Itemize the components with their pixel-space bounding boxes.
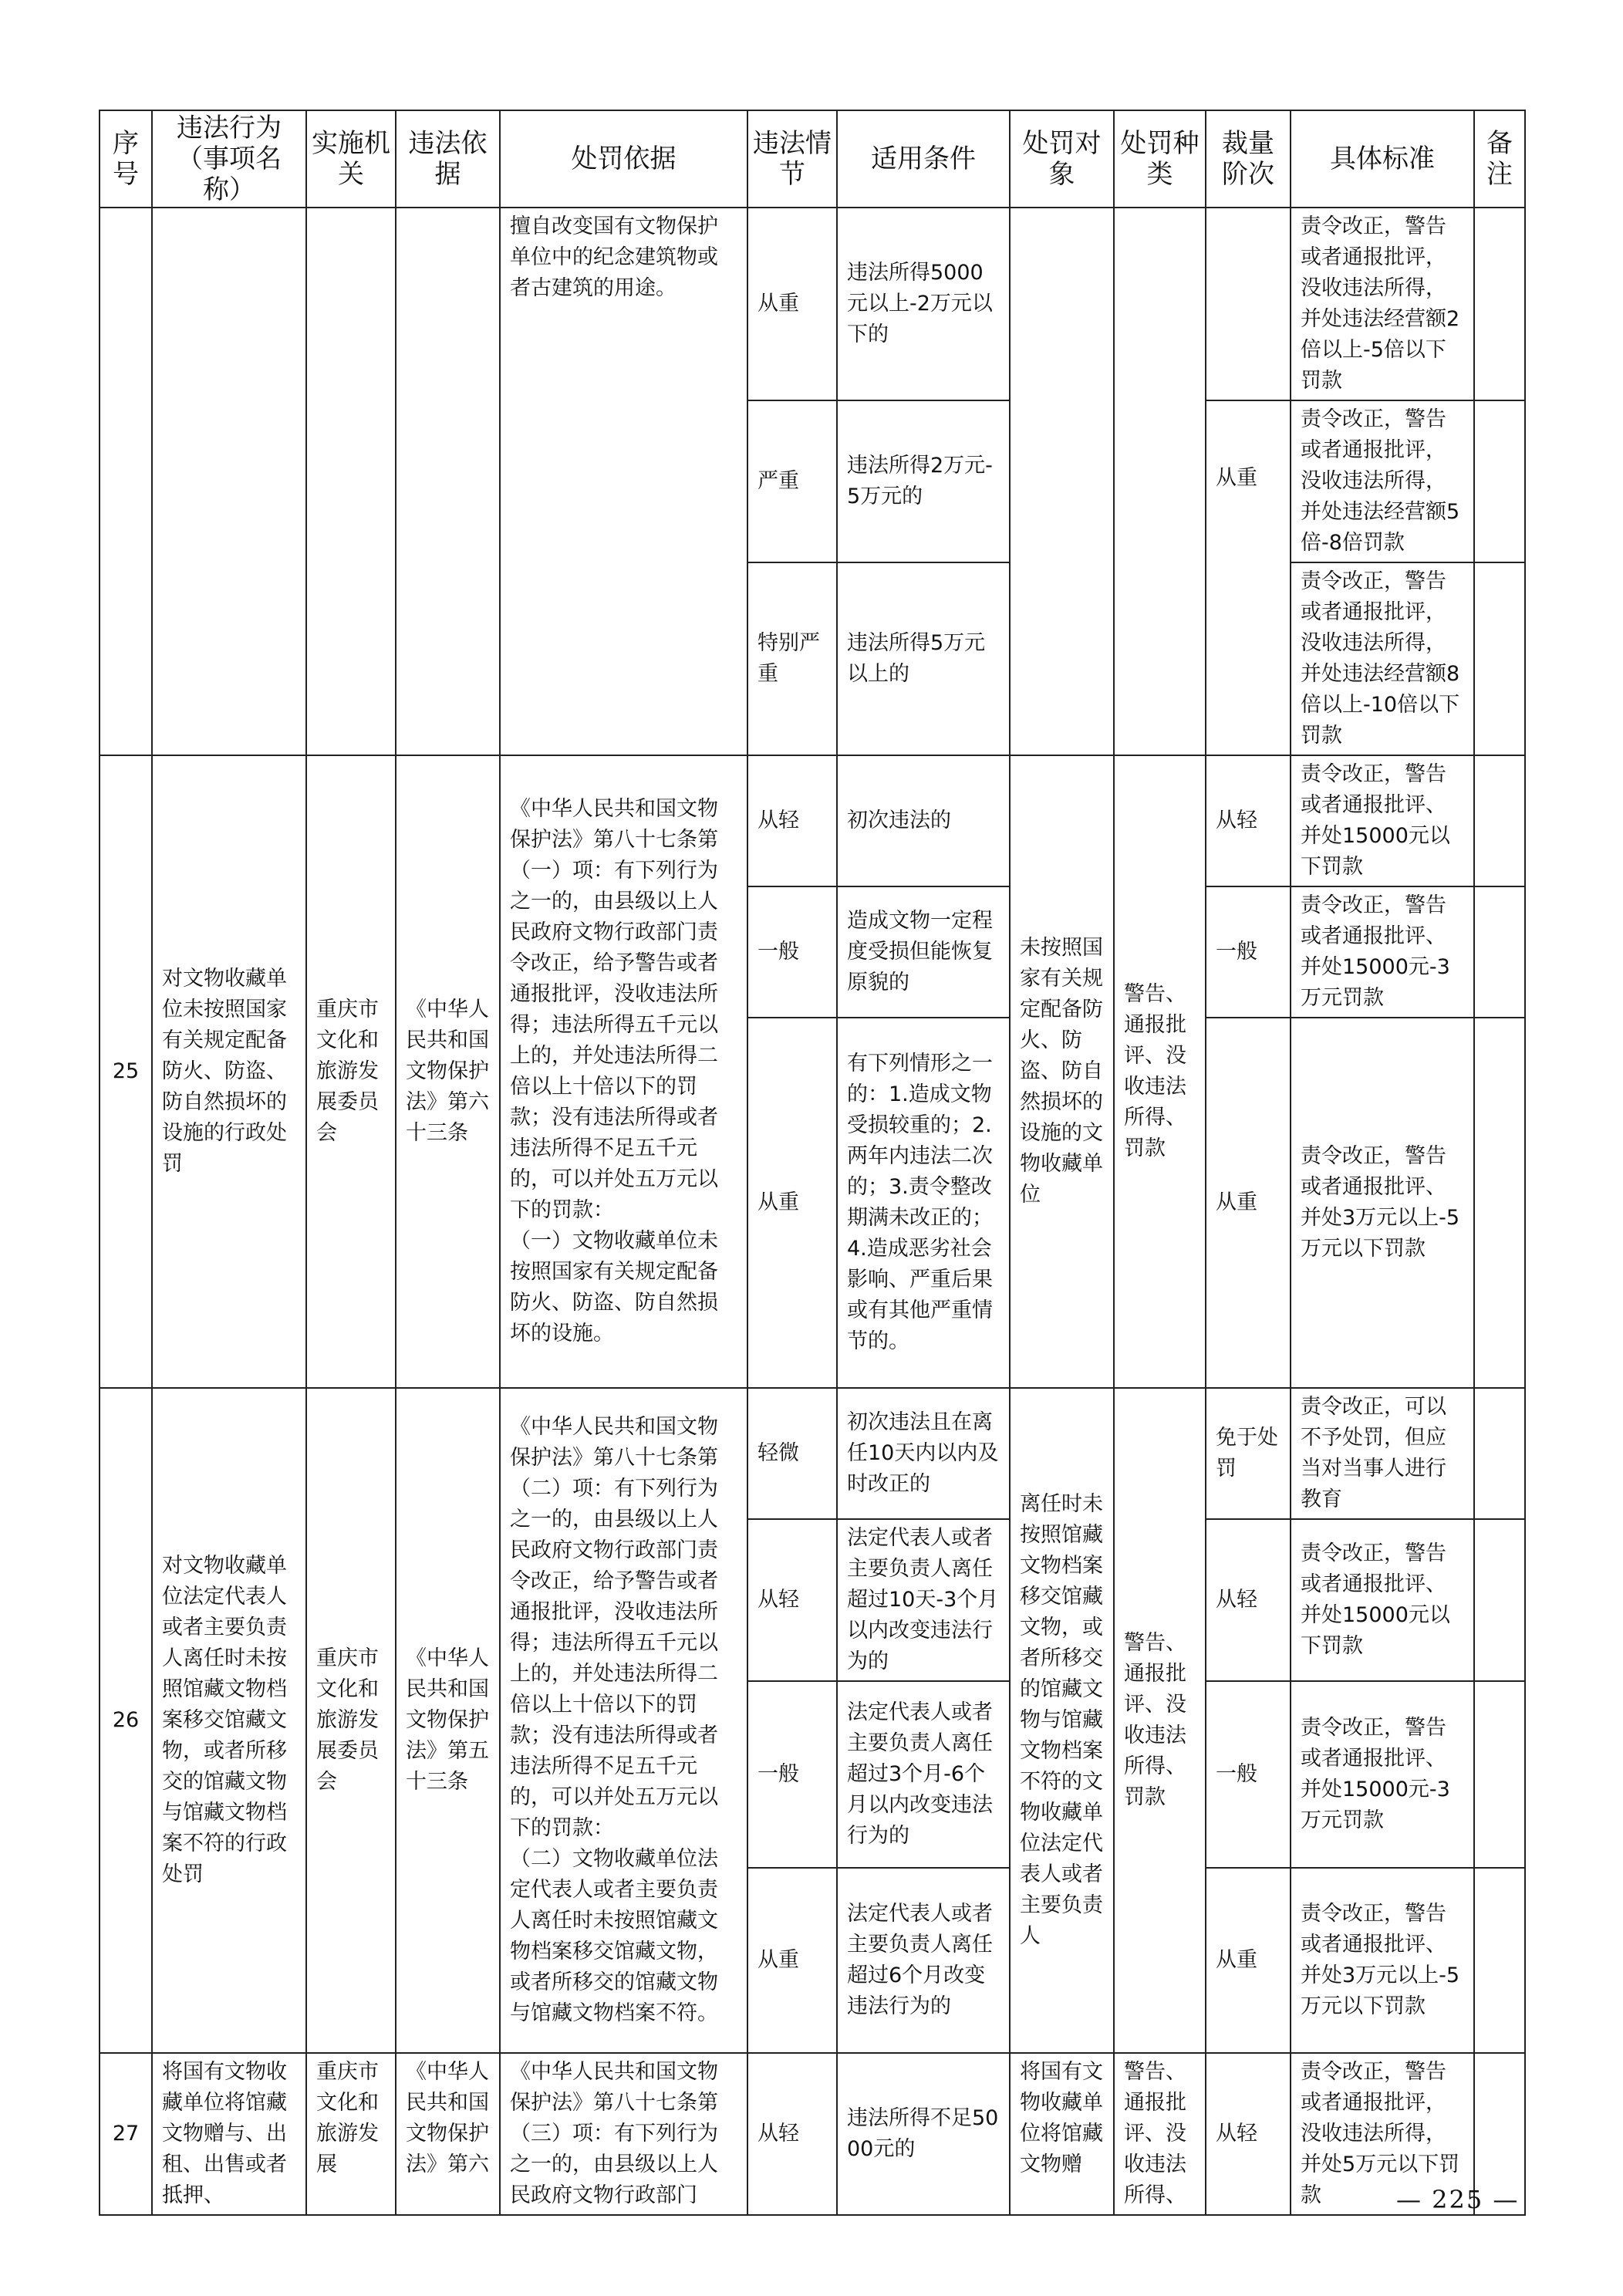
header-stage: 裁量阶次 — [1206, 110, 1291, 208]
condition-cell: 法定代表人或者主要负责人离任超过6个月改变违法行为的 — [837, 1868, 1010, 2053]
cont-ptype-cell — [1114, 208, 1206, 755]
record-penalty-type: 警告、通报批评、没收违法所得、罚款 — [1114, 1388, 1206, 2053]
cont-law-cell — [396, 208, 500, 755]
standard-cell: 责令改正，警告或者通报批评，没收违法所得，并处违法经营额2倍以上-5倍以下罚款 — [1291, 208, 1474, 400]
level-cell: 从轻 — [747, 1519, 837, 1681]
table-row — [100, 208, 1525, 400]
level-cell: 严重 — [747, 400, 837, 562]
record-target: 离任时未按照馆藏文物档案移交馆藏文物，或者所移交的馆藏文物与馆藏文物档案不符的文物收藏单位法定代表人或者主要负责人 — [1010, 1388, 1114, 2053]
record-item: 将国有文物收藏单位将馆藏文物赠与、出租、出售或者抵押、 — [152, 2053, 306, 2215]
cont-target-cell — [1010, 208, 1114, 755]
table-row — [100, 755, 1525, 886]
record-target: 未按照国家有关规定配备防火、防盗、防自然损坏的设施的文物收藏单位 — [1010, 755, 1114, 1388]
standard-cell: 责令改正，警告或者通报批评，没收违法所得，并处违法经营额5倍-8倍罚款 — [1291, 400, 1474, 562]
stage-cell: 一般 — [1206, 1681, 1291, 1868]
record-law: 《中华人民共和国文物保护法》第六 — [396, 2053, 500, 2215]
penalty-standards-table — [99, 110, 1526, 2216]
standard-cell: 责令改正，警告或者通报批评、并处15000元-3万元罚款 — [1291, 886, 1474, 1018]
condition-cell: 法定代表人或者主要负责人离任超过10天-3个月以内改变违法行为的 — [837, 1519, 1010, 1681]
level-cell: 从轻 — [747, 755, 837, 886]
record-penalty-type: 警告、通报批评、没收违法所得、罚款 — [1114, 755, 1206, 1388]
condition-cell: 法定代表人或者主要负责人离任超过3个月-6个月以内改变违法行为的 — [837, 1681, 1010, 1868]
record-basis — [500, 755, 747, 1388]
record-no: 25 — [100, 755, 152, 1388]
record-org: 重庆市文化和旅游发展 — [306, 2053, 396, 2215]
condition-cell: 违法所得2万元-5万元的 — [837, 400, 1010, 562]
level-cell: 轻微 — [747, 1388, 837, 1519]
header-remark: 备注 — [1474, 110, 1525, 208]
standard-cell: 责令改正，警告或者通报批评，没收违法所得，并处违法经营额8倍以上-10倍以下罚款 — [1291, 562, 1474, 755]
basis-paragraph: （一）文物收藏单位未按照国家有关规定配备防火、防盗、防自然损坏的设施。 — [510, 1229, 718, 1346]
standard-cell: 责令改正，警告或者通报批评、并处15000元-3万元罚款 — [1291, 1681, 1474, 1868]
level-cell: 从重 — [747, 1868, 837, 2053]
remark-cell — [1474, 562, 1525, 755]
cont-item-cell — [152, 208, 306, 755]
remark-cell — [1474, 1388, 1525, 1519]
header-target: 处罚对象 — [1010, 110, 1114, 208]
stage-cell: 从轻 — [1206, 755, 1291, 886]
standard-cell: 责令改正，可以不予处罚，但应当对当事人进行教育 — [1291, 1388, 1474, 1519]
header-law: 违法依据 — [396, 110, 500, 208]
header-row — [100, 110, 1525, 208]
stage-cell-empty — [1206, 208, 1291, 400]
record-penalty-type: 警告、通报批评、没收违法所得、 — [1114, 2053, 1206, 2215]
stage-cell: 从重 — [1206, 1868, 1291, 2053]
cont-no-cell — [100, 208, 152, 755]
stage-cell: 从轻 — [1206, 2053, 1291, 2215]
record-no: 27 — [100, 2053, 152, 2215]
record-basis — [500, 1388, 747, 2053]
stage-cell: 从轻 — [1206, 1519, 1291, 1681]
condition-cell: 违法所得5万元以上的 — [837, 562, 1010, 755]
stage-cell: 从重 — [1206, 1018, 1291, 1388]
basis-paragraph: 《中华人民共和国文物保护法》第八十七条第（二）项：有下列行为之一的，由县级以上人民政府文物行政部门责令改正，给予警告或者通报批评，没收违法所得；违法所得五千元以上的，并处违法所得二倍以上十倍以下的罚款；没有违法所得或者违法所得不足五千元的，可以并处五万元以下的罚款： — [510, 1415, 718, 1840]
condition-cell: 违法所得5000元以上-2万元以下的 — [837, 208, 1010, 400]
level-cell: 从重 — [747, 1018, 837, 1388]
condition-cell: 初次违法的 — [837, 755, 1010, 886]
table-row — [100, 1388, 1525, 1519]
header-no: 序号 — [100, 110, 152, 208]
header-penalty-type: 处罚种类 — [1114, 110, 1206, 208]
standard-cell: 责令改正，警告或者通报批评、并处3万元以上-5万元以下罚款 — [1291, 1018, 1474, 1388]
record-law: 《中华人民共和国文物保护法》第五十三条 — [396, 1388, 500, 2053]
condition-cell: 违法所得不足5000元的 — [837, 2053, 1010, 2215]
header-level: 违法情节 — [747, 110, 837, 208]
header-org: 实施机关 — [306, 110, 396, 208]
remark-cell — [1474, 1868, 1525, 2053]
level-cell: 特别严重 — [747, 562, 837, 755]
condition-cell: 造成文物一定程度受损但能恢复原貌的 — [837, 886, 1010, 1018]
stage-cell: 从重 — [1206, 400, 1291, 755]
remark-cell — [1474, 208, 1525, 400]
record-target: 将国有文物收藏单位将馆藏文物赠 — [1010, 2053, 1114, 2215]
basis-paragraph: （二）文物收藏单位法定代表人或者主要负责人离任时未按照馆藏文物档案移交馆藏文物，或者所移交的馆藏文物与馆藏文物档案不符。 — [510, 1847, 718, 2025]
header-basis: 处罚依据 — [500, 110, 747, 208]
record-item: 对文物收藏单位法定代表人或者主要负责人离任时未按照馆藏文物档案移交馆藏文物，或者所移交的馆藏文物与馆藏文物档案不符的行政处罚 — [152, 1388, 306, 2053]
remark-cell — [1474, 755, 1525, 886]
record-basis: 《中华人民共和国文物保护法》第八十七条第（三）项：有下列行为之一的，由县级以上人民政府文物行政部门 — [500, 2053, 747, 2215]
header-item: 违法行为（事项名称） — [152, 110, 306, 208]
standard-cell: 责令改正，警告或者通报批评，没收违法所得，并处5万元以下罚款 — [1291, 2053, 1474, 2215]
condition-cell: 初次违法且在离任10天内以内及时改正的 — [837, 1388, 1010, 1519]
cont-basis-cell: 擅自改变国有文物保护单位中的纪念建筑物或者古建筑的用途。 — [500, 208, 747, 755]
condition-cell: 有下列情形之一的：1.造成文物受损较重的；2.两年内违法二次的；3.责令整改期满未改正的；4.造成恶劣社会影响、严重后果或有其他严重情节的。 — [837, 1018, 1010, 1388]
remark-cell — [1474, 1018, 1525, 1388]
cont-org-cell — [306, 208, 396, 755]
stage-cell: 免于处罚 — [1206, 1388, 1291, 1519]
record-no: 26 — [100, 1388, 152, 2053]
header-standard: 具体标准 — [1291, 110, 1474, 208]
stage-cell: 一般 — [1206, 886, 1291, 1018]
table-row — [100, 2053, 1525, 2215]
header-condition: 适用条件 — [837, 110, 1010, 208]
level-cell: 一般 — [747, 886, 837, 1018]
remark-cell — [1474, 400, 1525, 562]
standard-cell: 责令改正，警告或者通报批评、并处15000元以下罚款 — [1291, 755, 1474, 886]
level-cell: 一般 — [747, 1681, 837, 1868]
level-cell: 从重 — [747, 208, 837, 400]
record-org: 重庆市文化和旅游发展委员会 — [306, 1388, 396, 2053]
page-number: — 225 — — [1396, 2185, 1520, 2214]
basis-paragraph: 《中华人民共和国文物保护法》第八十七条第（一）项：有下列行为之一的，由县级以上人民政府文物行政部门责令改正，给予警告或者通报批评，没收违法所得；违法所得五千元以上的，并处违法所得二倍以上十倍以下的罚款；没有违法所得或者违法所得不足五千元的，可以并处五万元以下的罚款： — [510, 797, 718, 1222]
record-item: 对文物收藏单位未按照国家有关规定配备防火、防盗、防自然损坏的设施的行政处罚 — [152, 755, 306, 1388]
remark-cell — [1474, 886, 1525, 1018]
record-law: 《中华人民共和国文物保护法》第六十三条 — [396, 755, 500, 1388]
remark-cell — [1474, 1681, 1525, 1868]
record-org: 重庆市文化和旅游发展委员会 — [306, 755, 396, 1388]
level-cell: 从轻 — [747, 2053, 837, 2215]
standard-cell: 责令改正，警告或者通报批评、并处15000元以下罚款 — [1291, 1519, 1474, 1681]
standard-cell: 责令改正，警告或者通报批评、并处3万元以上-5万元以下罚款 — [1291, 1868, 1474, 2053]
remark-cell — [1474, 1519, 1525, 1681]
